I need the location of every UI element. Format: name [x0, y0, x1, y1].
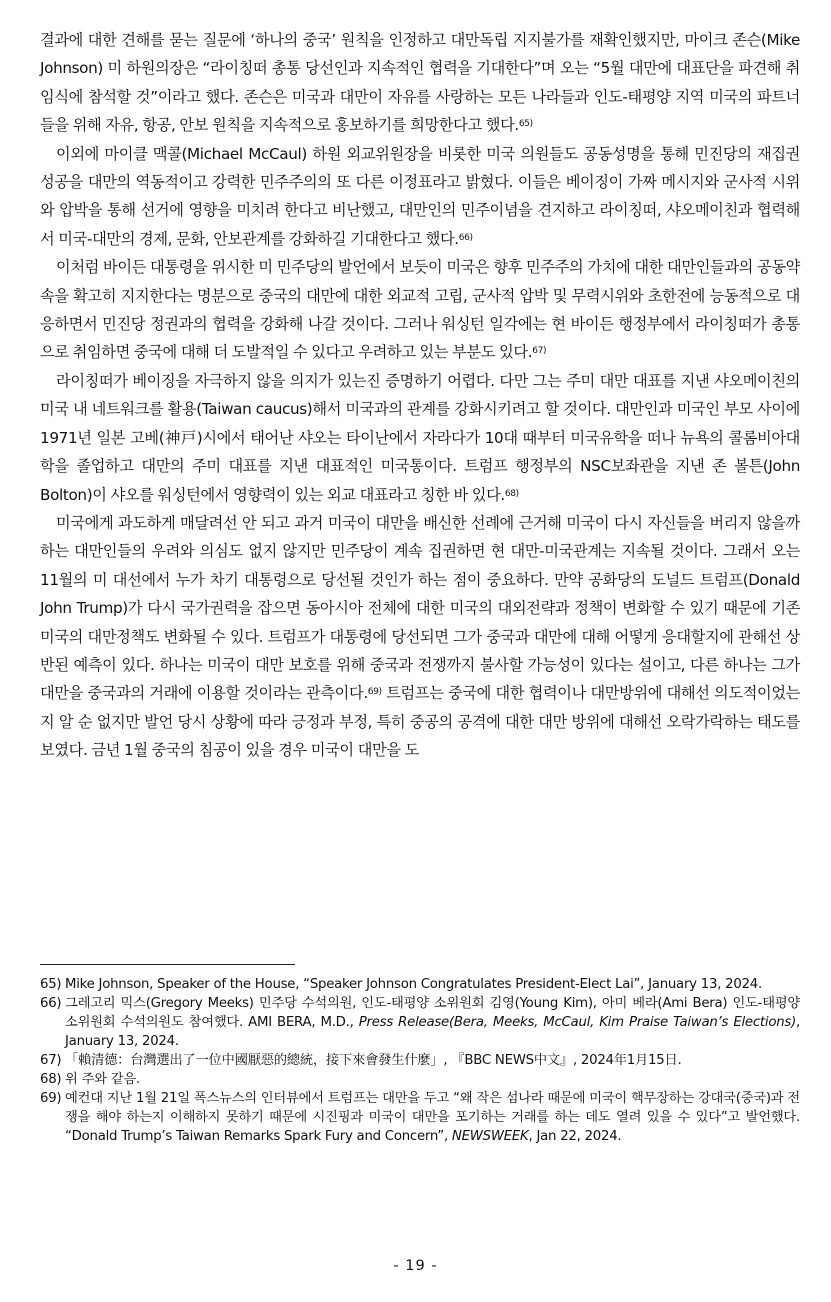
footnotes: [40, 975, 800, 1146]
footnote-text: 예컨대 지난 1월 21일 폭스뉴스의 인터뷰에서 트럼프는 대만을 두고 “왜 작은 섬나라 때문에 미국이 핵무장하는 강대국(중국)과 전쟁을 해야 하는지 이해하지 못하기 때문에 시진핑과 미국이 대만을 포기하는 거래를 하는 데도 열려 있을 수 있다”고 발언했다. “Donald Trump’s Taiwan Remarks Spark Fury and Concern”, NEWSWEEK, Jan 22, 2024.: [65, 1091, 800, 1144]
footnote-68: [40, 1070, 800, 1089]
footnote-divider: [40, 964, 295, 965]
footnote-number: 68): [40, 1072, 62, 1087]
footnote-text: 위 주와 같음.: [65, 1072, 140, 1087]
footnote-number: 69): [40, 1091, 62, 1106]
body-text: [40, 26, 800, 765]
footnote-ref-69[interactable]: 69): [367, 687, 382, 698]
paragraph-4: 라이칭떠가 베이징을 자극하지 않을 의지가 있는진 증명하기 어렵다. 다만 그는 주미 대만 대표를 지낸 샤오메이친의 미국 내 네트워크를 활용(Taiwan caucus)해서 미국과의 관계를 강화시키려고 할 것이다. 대만인과 미국인 부모 사이에 1971년 일본 고베(神戸)시에서 태어난 샤오는 타이난에서 자라다가 10대 때부터 미국유학을 떠나 뉴욕의 콜롬비아대학을 졸업하고 대만의 주미 대표를 지낸 대표적인 미국통이다. 트럼프 행정부의 NSC보좌관을 지낸 존 볼튼(John Bolton)이 샤오를 워싱턴에서 영향력이 있는 외교 대표라고 칭한 바 있다.$^{68)}$: [40, 371, 800, 504]
paragraph-3: 이처럼 바이든 대통령을 위시한 미 민주당의 발언에서 보듯이 미국은 향후 민주주의 가치에 대한 대만인들과의 공동약속을 확고히 지지한다는 명분으로 중국의 대만에 대한 외교적 고립, 군사적 압박 및 무력시위와 초한전에 능동적으로 대응하면서 민진당 정권과의 협력을 강화해 나갈 것이다. 그러나 워싱턴 일각에는 현 바이든 행정부에서 라이칭떠가 총통으로 취임하면 중국에 대해 더 도발적일 수 있다고 우려하고 있는 부분도 있다.$^{67)}$: [40, 258, 800, 362]
footnote-ref-68[interactable]: 68): [504, 488, 519, 499]
footnote-ref-65[interactable]: 65): [518, 119, 533, 130]
footnote-text: 그레고리 믹스(Gregory Meeks) 민주당 수석의원, 인도-태평양 소위원회 김영(Young Kim), 아미 베라(Ami Bera) 인도-태평양 소위원회 수석의원도 참여했다. AMI BERA, M.D., Press Release(Bera, Meeks, McCaul, Kim Praise Taiwan’s Elections), January 13, 2024.: [65, 996, 800, 1049]
footnote-67: [40, 1051, 800, 1070]
footnote-text: Mike Johnson, Speaker of the House, “Speaker Johnson Congratulates President-Elect Lai”, January 13, 2024.: [65, 977, 762, 992]
footnote-65: [40, 975, 800, 994]
paragraph-2: 이외에 마이클 맥콜(Michael McCaul) 하원 외교위원장을 비롯한 미국 의원들도 공동성명을 통해 민진당의 재집권 성공을 대만의 역동적이고 강력한 민주주의의 또 다른 이정표라고 밝혔다. 이들은 베이징이 가짜 메시지와 군사적 시위와 압박을 통해 선거에 영향을 미치려 한다고 비난했고, 대만인의 민주이념을 견지하고 라이칭떠, 샤오메이친과 협력해서 미국-대만의 경제, 문화, 안보관계를 강화하길 기대한다고 했다.$^{66)}$: [40, 144, 800, 248]
footnote-number: 65): [40, 977, 62, 992]
footnote-number: 67): [40, 1053, 62, 1068]
footnote-text: 「賴清德：台灣選出了一位中國厭惡的總統，接下來會發生什麼」, 『BBC NEWS中文』, 2024年1月15日.: [65, 1053, 682, 1068]
paragraph-5: 미국에게 과도하게 매달려선 안 되고 과거 미국이 대만을 배신한 선례에 근거해 미국이 다시 자신들을 버리지 않을까하는 대만인들의 우려와 의심도 없지 않지만 민주당이 계속 집권하면 현 대만-미국관계는 지속될 것이다. 그래서 오는 11월의 미 대선에서 누가 차기 대통령으로 당선될 것인가 하는 점이 중요하다. 만약 공화당의 도널드 트럼프(Donald John Trump)가 다시 국가권력을 잡으면 동아시아 전체에 대한 미국의 대외전략과 정책이 변화할 수 있기 때문에 기존 미국의 대만정책도 변화될 수 있다. 트럼프가 대통령에 당선되면 그가 중국과 대만에 대해 어떻게 응대할지에 관해선 상반된 예측이 있다. 하나는 미국이 대만 보호를 위해 중국과 전쟁까지 불사할 가능성이 있다는 설이고, 다른 하나는 그가 대만을 중국과의 거래에 이용할 것이라는 관측이다.$^{69)}$ 트럼프는 중국에 대한 협력이나 대만방위에 대해선 의도적이었는지 알 순 없지만 발언 당시 상황에 따라 긍정과 부정, 특히 중공의 공격에 대한 대만 방위에 대해선 오락가락하는 태도를 보였다. 금년 1월 중국의 침공이 있을 경우 미국이 대만을 도: [40, 513, 800, 760]
footnote-66: [40, 994, 800, 1051]
footnote-69: [40, 1089, 800, 1146]
paragraph-1: 결과에 대한 견해를 묻는 질문에 ‘하나의 중국’ 원칙을 인정하고 대만독립 지지불가를 재확인했지만, 마이크 존슨(Mike Johnson) 미 하원의장은 “라이칭떠 총통 당선인과 지속적인 협력을 기대한다”며 오는 “5월 대만에 대표단을 파견해 취임식에 참석할 것”이라고 했다. 존슨은 미국과 대만이 자유를 사랑하는 모든 나라들과 인도-태평양 지역 미국의 파트너들을 위해 자유, 항공, 안보 원칙을 지속적으로 홍보하기를 희망한다고 했다.$^{65)}$: [40, 31, 800, 135]
footnote-ref-66[interactable]: 66): [458, 232, 473, 243]
footnote-number: 66): [40, 996, 62, 1011]
footnote-ref-67[interactable]: 67): [532, 346, 547, 357]
page-number: - 19 -: [393, 1258, 438, 1274]
